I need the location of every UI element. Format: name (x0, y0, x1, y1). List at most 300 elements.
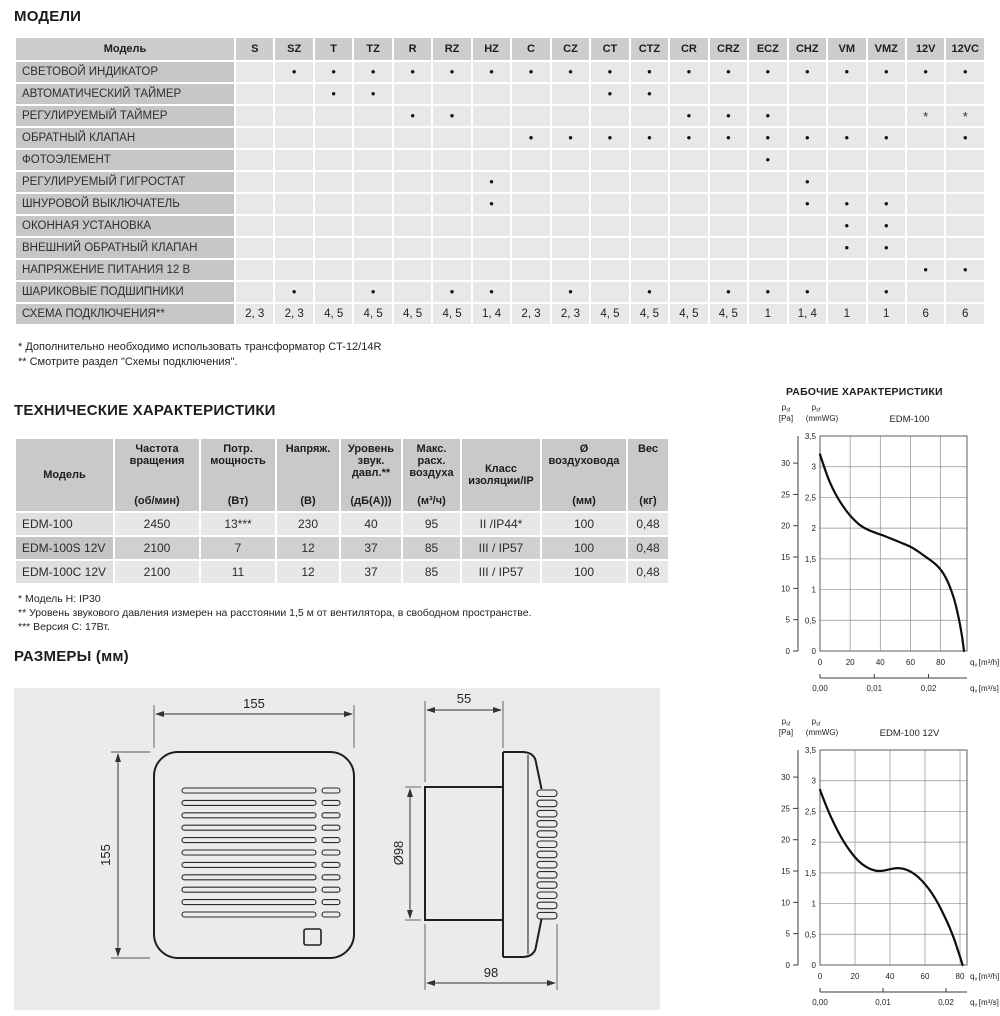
x2-tick-label: 0,00 (812, 998, 828, 1007)
feature-cell (275, 194, 312, 214)
feature-cell (631, 84, 668, 104)
header-name: Ø воздуховода (548, 443, 620, 467)
feature-cell (512, 62, 549, 82)
feature-cell: 6 (907, 304, 944, 324)
feature-cell (710, 238, 747, 258)
feature-cell (907, 150, 944, 170)
feature-cell (868, 150, 905, 170)
feature-cell (473, 106, 510, 126)
feature-cell: 4, 5 (354, 304, 391, 324)
model-name-cell: EDM-100C 12V (16, 561, 113, 583)
pa-tick-label: 10 (781, 584, 790, 594)
feature-cell (552, 128, 589, 148)
fin (537, 821, 557, 828)
feature-cell (868, 172, 905, 192)
dimensions-panel (14, 688, 660, 1010)
bullet-mark: • (844, 196, 850, 211)
mmwg-tick-label: 3 (811, 776, 816, 786)
feature-cell (354, 128, 391, 148)
model-column-header: 12VC (946, 38, 984, 60)
plot-frame (820, 750, 967, 965)
feature-cell (907, 194, 944, 214)
bullet-mark: • (489, 64, 494, 79)
feature-cell (473, 282, 510, 302)
spec-value-cell: 2100 (115, 561, 199, 583)
feature-cell: 4, 5 (315, 304, 352, 324)
model-column-header: CRZ (710, 38, 747, 60)
feature-cell (670, 106, 707, 126)
body-top-profile (503, 752, 542, 789)
feature-cell (749, 282, 786, 302)
feature-cell (315, 194, 352, 214)
feature-cell (631, 172, 668, 192)
feature-cell (868, 194, 905, 214)
spec-value-cell: 13*** (201, 513, 275, 535)
bullet-mark: • (647, 130, 652, 145)
duct-tube (425, 787, 503, 920)
feature-cell (789, 106, 826, 126)
feature-cell (710, 260, 747, 280)
bullet-mark: • (607, 86, 613, 101)
feature-cell (354, 150, 391, 170)
feature-cell (433, 282, 470, 302)
feature-cell (315, 150, 352, 170)
feature-cell (907, 172, 944, 192)
mmwg-tick-label: 2,5 (804, 493, 816, 503)
model-column-header: ECZ (749, 38, 786, 60)
feature-label: ШНУРОВОЙ ВЫКЛЮЧАТЕЛЬ (16, 194, 234, 214)
feature-cell (946, 216, 984, 236)
feature-cell (394, 172, 431, 192)
feature-cell (315, 216, 352, 236)
feature-cell: 1 (868, 304, 905, 324)
bullet-mark: • (962, 130, 968, 145)
feature-cell (946, 172, 984, 192)
pa-tick-label: 30 (781, 459, 790, 469)
fin (537, 800, 557, 807)
model-column-header: CR (670, 38, 707, 60)
header-name: Уровень звук. давл.** (347, 443, 394, 479)
feature-cell: 2, 3 (236, 304, 273, 324)
feature-cell (710, 282, 747, 302)
performance-curve (820, 790, 963, 965)
header-name: Макс. расх. воздуха (409, 443, 454, 479)
bullet-mark: • (883, 196, 889, 211)
feature-cell (354, 216, 391, 236)
x-tick-label: 0 (817, 972, 823, 981)
feature-cell (710, 194, 747, 214)
feature-cell (512, 172, 549, 192)
bullet-mark: • (686, 108, 692, 123)
spec-value-cell: 7 (201, 537, 275, 559)
feature-cell: 1, 4 (789, 304, 826, 324)
header-name: Потр. мощность (210, 443, 266, 467)
bullet-mark: • (923, 64, 928, 79)
feature-cell (749, 216, 786, 236)
feature-cell: 4, 5 (433, 304, 470, 324)
spec-value-cell: 100 (542, 537, 626, 559)
charts-section-title: РАБОЧИЕ ХАРАКТЕРИСТИКИ (786, 386, 943, 398)
feature-cell: 6 (946, 304, 984, 324)
bullet-mark: • (647, 86, 652, 101)
feature-cell (315, 84, 352, 104)
feature-cell (670, 172, 707, 192)
feature-cell: 2, 3 (275, 304, 312, 324)
mmwg-tick-label: 1,5 (804, 554, 816, 564)
grille-slat (182, 850, 316, 855)
spec-value-cell: 2450 (115, 513, 199, 535)
feature-cell (828, 238, 865, 258)
bullet-mark: • (962, 64, 968, 79)
feature-cell (946, 238, 984, 258)
x-axis-unit: qv [m³/h] (970, 972, 1000, 983)
feature-cell (512, 238, 549, 258)
bullet-mark: • (410, 64, 415, 79)
feature-cell (789, 238, 826, 258)
mounting-fins (537, 790, 557, 919)
feature-cell: 4, 5 (710, 304, 747, 324)
feature-cell (749, 150, 786, 170)
bullet-mark: • (805, 130, 810, 145)
mmwg-tick-label: 2 (811, 524, 816, 534)
mmwg-tick-label: 0,5 (804, 616, 816, 626)
feature-cell: 1, 4 (473, 304, 510, 324)
feature-cell (670, 128, 707, 148)
fin (537, 810, 557, 817)
feature-cell: 2, 3 (512, 304, 549, 324)
dimensions-drawing (14, 688, 660, 1010)
grille-slat (322, 875, 340, 880)
model-column-header: HZ (473, 38, 510, 60)
fan-side-view (391, 691, 557, 990)
feature-cell (591, 62, 628, 82)
feature-cell (789, 150, 826, 170)
feature-cell (789, 260, 826, 280)
model-column-header: CT (591, 38, 628, 60)
x2-tick-label: 0,02 (920, 684, 937, 693)
feature-cell (591, 172, 628, 192)
feature-cell (710, 216, 747, 236)
feature-cell (749, 62, 786, 82)
feature-cell (591, 216, 628, 236)
bullet-mark: • (883, 284, 889, 299)
x2-tick-label: 0,02 (938, 998, 954, 1007)
mmwg-tick-label: 0,5 (804, 930, 816, 940)
feature-cell: 1 (828, 304, 865, 324)
grille-slat (182, 862, 316, 867)
asterisk-mark: * (923, 108, 929, 124)
feature-cell (354, 260, 391, 280)
bullet-mark: • (726, 64, 731, 79)
header-name: Напряж. (285, 443, 331, 455)
models-header-row (16, 38, 984, 60)
feature-cell (789, 62, 826, 82)
bullet-mark: • (607, 64, 613, 79)
x-tick-label: 20 (845, 658, 855, 667)
feature-cell (473, 172, 510, 192)
feature-cell (433, 194, 470, 214)
mmwg-tick-label: 3,5 (804, 746, 816, 755)
feature-cell (236, 150, 273, 170)
feature-cell (512, 150, 549, 170)
feature-cell (354, 194, 391, 214)
fin (537, 831, 557, 838)
feature-row (16, 194, 984, 214)
feature-cell (946, 62, 984, 82)
feature-cell (907, 216, 944, 236)
header-unit: (мм) (572, 495, 596, 507)
feature-row (16, 238, 984, 258)
x-tick-label: 80 (936, 658, 946, 667)
feature-cell (275, 62, 312, 82)
pa-tick-label: 15 (781, 553, 790, 563)
feature-cell (275, 238, 312, 258)
bullet-mark: • (528, 64, 534, 79)
bullet-mark: • (370, 64, 376, 79)
grille-slat (182, 838, 316, 843)
feature-cell (552, 62, 589, 82)
bullet-mark: • (291, 64, 297, 79)
mmwg-tick-label: 0 (811, 961, 816, 970)
x-tick-label: 0 (817, 658, 823, 667)
performance-chart-edm100-12v (772, 712, 1000, 1012)
pa-tick-label: 30 (781, 773, 790, 783)
specs-row (16, 561, 668, 583)
feature-cell (433, 128, 470, 148)
grille-slat (182, 788, 316, 793)
spec-value-cell: III / IP57 (462, 561, 540, 583)
feature-cell (236, 84, 273, 104)
grille-slat (322, 887, 340, 892)
fin (537, 892, 557, 899)
grille-slat (182, 813, 316, 818)
bullet-mark: • (568, 130, 573, 145)
feature-cell (433, 260, 470, 280)
feature-cell (946, 128, 984, 148)
header-unit: (В) (300, 495, 316, 507)
performance-curve (820, 454, 964, 651)
feature-row (16, 304, 984, 324)
grille-slat (182, 912, 316, 917)
bullet-mark: • (686, 64, 692, 79)
feature-cell (789, 128, 826, 148)
feature-cell (315, 282, 352, 302)
mmwg-tick-label: 0 (811, 647, 816, 656)
feature-cell (512, 216, 549, 236)
model-column-header: CTZ (631, 38, 668, 60)
bullet-mark: • (370, 86, 376, 101)
feature-cell (631, 238, 668, 258)
performance-chart-edm100 (772, 398, 1000, 698)
feature-cell (670, 84, 707, 104)
grille-slat (322, 813, 340, 818)
bullet-mark: • (410, 108, 415, 123)
feature-cell (907, 238, 944, 258)
feature-cell (749, 128, 786, 148)
mmwg-tick-label: 1 (811, 899, 816, 909)
feature-cell (275, 260, 312, 280)
model-column-header: RZ (433, 38, 470, 60)
grille-slat (322, 838, 340, 843)
feature-cell (828, 282, 865, 302)
feature-cell (631, 194, 668, 214)
feature-cell (946, 282, 984, 302)
axis-symbol: psf (781, 717, 791, 728)
header-unit: (кг) (639, 495, 657, 507)
model-column-header: TZ (354, 38, 391, 60)
indicator-window (304, 929, 321, 945)
asterisk-mark: * (962, 108, 968, 124)
specs-column-header (462, 439, 540, 511)
x2-tick-label: 0,01 (875, 998, 891, 1007)
footnote-line: * Дополнительно необходимо использовать трансформатор CT-12/14R (18, 341, 382, 353)
feature-cell (670, 260, 707, 280)
feature-cell (236, 282, 273, 302)
feature-cell (631, 128, 668, 148)
bullet-mark: • (805, 64, 810, 79)
header-name: Модель (43, 469, 86, 481)
feature-cell (552, 172, 589, 192)
feature-cell (828, 260, 865, 280)
feature-cell (552, 282, 589, 302)
front-width-label: 155 (243, 696, 265, 711)
bullet-mark: • (765, 64, 771, 79)
feature-cell (315, 238, 352, 258)
feature-cell (789, 172, 826, 192)
feature-cell (710, 150, 747, 170)
model-column-header: C (512, 38, 549, 60)
grille-slat (322, 788, 340, 793)
model-column-header: 12V (907, 38, 944, 60)
header-unit: (об/мин) (134, 495, 180, 507)
feature-label: ВНЕШНИЙ ОБРАТНЫЙ КЛАПАН (16, 238, 234, 258)
feature-cell (868, 62, 905, 82)
feature-label: НАПРЯЖЕНИЕ ПИТАНИЯ 12 В (16, 260, 234, 280)
feature-cell (512, 282, 549, 302)
feature-cell: 1 (749, 304, 786, 324)
feature-cell (946, 106, 984, 126)
header-unit: (м³/ч) (417, 495, 446, 507)
x-tick-label: 40 (875, 658, 885, 667)
grille-slat (322, 825, 340, 830)
specs-column-header (115, 439, 199, 511)
model-column-header: T (315, 38, 352, 60)
feature-cell (907, 128, 944, 148)
pa-tick-label: 25 (781, 804, 790, 814)
fin (537, 902, 557, 909)
feature-label: ОБРАТНЫЙ КЛАПАН (16, 128, 234, 148)
feature-cell (394, 194, 431, 214)
feature-cell (236, 106, 273, 126)
pa-tick-label: 10 (781, 898, 790, 908)
fin (537, 790, 557, 797)
x-axis-unit: qv [m³/h] (970, 658, 1000, 669)
feature-cell (236, 260, 273, 280)
spec-value-cell: 100 (542, 561, 626, 583)
grille-slat (182, 825, 316, 830)
feature-cell (552, 106, 589, 126)
pa-tick-label: 20 (781, 835, 790, 845)
x-axis-unit: qv [m³/s] (970, 998, 999, 1009)
grille-slat (182, 875, 316, 880)
pa-tick-label: 20 (781, 521, 790, 531)
body-bottom-profile (503, 919, 542, 957)
feature-label: РЕГУЛИРУЕМЫЙ ТАЙМЕР (16, 106, 234, 126)
footnote-line: * Модель H: IP30 (18, 593, 101, 605)
feature-cell (473, 150, 510, 170)
bullet-mark: • (844, 64, 850, 79)
mmwg-tick-label: 1 (811, 585, 816, 595)
specs-column-header (277, 439, 339, 511)
feature-cell (907, 62, 944, 82)
mmwg-tick-label: 3,5 (804, 432, 816, 441)
bullet-mark: • (962, 262, 968, 277)
feature-cell (433, 62, 470, 82)
feature-label: РЕГУЛИРУЕМЫЙ ГИГРОСТАТ (16, 172, 234, 192)
plot-frame (820, 436, 967, 651)
specs-row (16, 513, 668, 535)
bullet-mark: • (489, 174, 494, 189)
front-grille (182, 788, 340, 917)
bullet-mark: • (726, 284, 731, 299)
axis-symbol: psf (811, 403, 821, 414)
bullet-mark: • (489, 284, 494, 299)
feature-cell (749, 260, 786, 280)
bullet-mark: • (883, 240, 889, 255)
feature-cell (394, 260, 431, 280)
feature-cell (789, 84, 826, 104)
feature-cell (631, 150, 668, 170)
feature-cell (789, 216, 826, 236)
feature-cell: 4, 5 (591, 304, 628, 324)
spec-value-cell: 95 (403, 513, 460, 535)
x-tick-label: 80 (955, 972, 965, 981)
feature-cell (749, 172, 786, 192)
feature-cell (946, 194, 984, 214)
feature-cell (828, 172, 865, 192)
feature-cell (275, 172, 312, 192)
specs-table (14, 437, 670, 585)
feature-cell (354, 238, 391, 258)
feature-cell (789, 194, 826, 214)
feature-cell (631, 216, 668, 236)
feature-cell (236, 128, 273, 148)
specs-row (16, 537, 668, 559)
bullet-mark: • (765, 130, 771, 145)
feature-cell (473, 84, 510, 104)
model-name-cell: EDM-100S 12V (16, 537, 113, 559)
total-depth-label: 98 (483, 965, 499, 980)
feature-row (16, 216, 984, 236)
feature-cell (275, 128, 312, 148)
feature-label: АВТОМАТИЧЕСКИЙ ТАЙМЕР (16, 84, 234, 104)
specs-section-title: ТЕХНИЧЕСКИЕ ХАРАКТЕРИСТИКИ (14, 402, 276, 419)
pa-axis-unit: [Pa] (778, 414, 794, 423)
feature-cell (433, 84, 470, 104)
feature-cell (394, 128, 431, 148)
x-tick-label: 60 (906, 658, 915, 667)
feature-cell (631, 106, 668, 126)
x-tick-label: 40 (885, 972, 895, 981)
feature-cell (868, 238, 905, 258)
spec-value-cell: 2100 (115, 537, 199, 559)
feature-row (16, 62, 984, 82)
spec-value-cell: 230 (277, 513, 339, 535)
feature-cell (433, 238, 470, 258)
fin (537, 861, 557, 868)
feature-cell: 2, 3 (552, 304, 589, 324)
mmwg-tick-label: 2,5 (804, 807, 816, 817)
